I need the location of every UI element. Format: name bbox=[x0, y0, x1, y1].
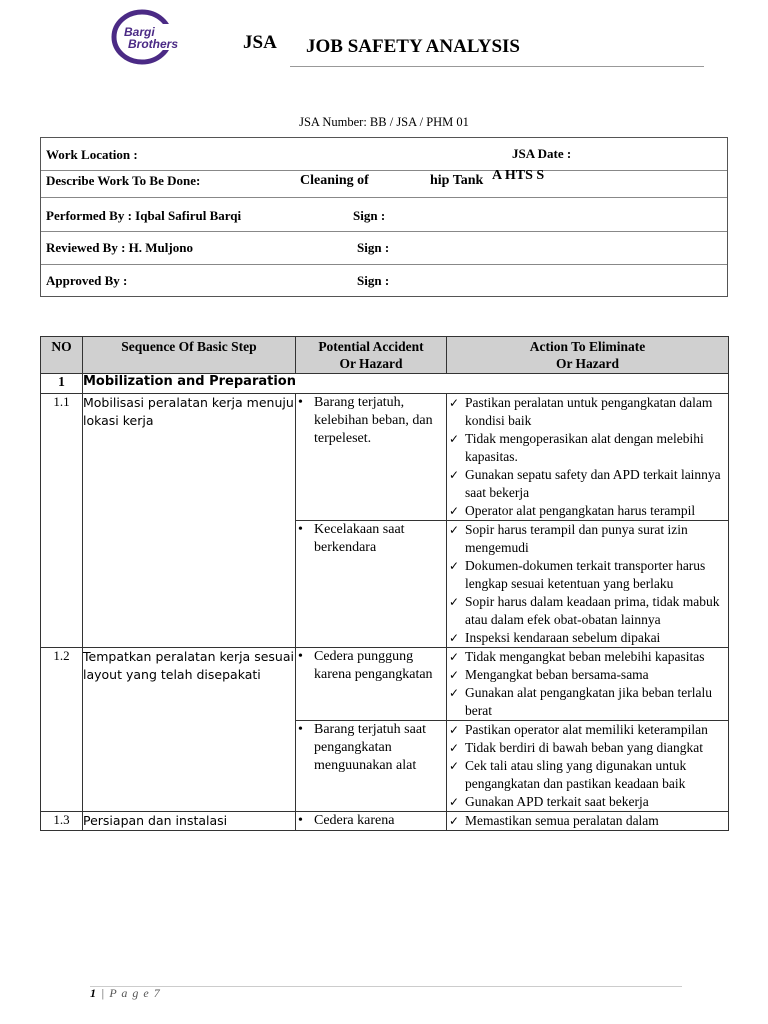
table-header-row bbox=[41, 337, 729, 374]
header-action-line1: Action To Eliminate bbox=[529, 339, 646, 354]
row-number: 1.2 bbox=[41, 648, 83, 812]
row-number: 1.1 bbox=[41, 394, 83, 648]
bullet-icon: • bbox=[298, 395, 303, 410]
row-number: 1.3 bbox=[41, 812, 83, 831]
hazard-cell bbox=[296, 721, 447, 812]
header-hazard-line2: Or Hazard bbox=[339, 356, 403, 371]
hazard-text: Barang terjatuh, kelebihan beban, dan terpeleset. bbox=[314, 395, 433, 446]
checkmark-icon: ✓ bbox=[449, 814, 460, 828]
page-separator: | bbox=[97, 986, 110, 1000]
header-hazard-line1: Potential Accident bbox=[318, 339, 424, 354]
performed-sign-label: Sign : bbox=[353, 208, 386, 223]
checkmark-icon: ✓ bbox=[449, 631, 460, 645]
action-item bbox=[447, 521, 728, 557]
table-row bbox=[41, 648, 729, 721]
checkmark-icon: ✓ bbox=[449, 741, 460, 755]
bullet-icon: • bbox=[298, 722, 303, 737]
hazard-cell bbox=[296, 648, 447, 721]
action-item bbox=[447, 812, 728, 830]
action-item bbox=[447, 648, 728, 666]
hazard-item bbox=[296, 648, 446, 684]
jsa-table bbox=[40, 336, 729, 831]
action-text: Gunakan sepatu safety dan APD terkait lainnya saat bekerja bbox=[465, 467, 721, 500]
checkmark-icon: ✓ bbox=[449, 650, 460, 664]
hazard-item bbox=[296, 394, 446, 448]
header-no: NO bbox=[41, 337, 83, 374]
title-underline bbox=[290, 66, 704, 67]
describe-row bbox=[41, 168, 727, 198]
action-text: Tidak mengoperasikan alat dengan melebihi kapasitas. bbox=[465, 431, 704, 464]
action-text: Pastikan peralatan untuk pengangkatan dalam kondisi baik bbox=[465, 395, 713, 428]
section-title: Mobilization and Preparation bbox=[83, 374, 729, 394]
checkmark-icon: ✓ bbox=[449, 504, 460, 518]
checkmark-icon: ✓ bbox=[449, 686, 460, 700]
section-row bbox=[41, 374, 729, 394]
logo-text-line1: Bargi bbox=[124, 25, 155, 39]
checkmark-icon: ✓ bbox=[449, 523, 460, 537]
action-item bbox=[447, 793, 728, 811]
table-row bbox=[41, 812, 729, 831]
step-description: Persiapan dan instalasi bbox=[83, 812, 296, 831]
describe-value-part1: Cleaning of bbox=[300, 173, 369, 188]
action-text: Sopir harus dalam keadaan prima, tidak mabuk atau dalam efek obat-obatan lainnya bbox=[465, 594, 720, 627]
approved-sign-label: Sign : bbox=[357, 273, 390, 288]
hazard-item bbox=[296, 521, 446, 557]
action-text: Operator alat pengangkatan harus terampil bbox=[465, 503, 696, 518]
action-cell bbox=[447, 812, 729, 831]
header-action-line2: Or Hazard bbox=[555, 356, 620, 371]
checkmark-icon: ✓ bbox=[449, 432, 460, 446]
action-item bbox=[447, 466, 728, 502]
approved-by: Approved By : bbox=[46, 273, 128, 288]
action-cell bbox=[447, 721, 729, 812]
hazard-text: Cedera punggung karena pengangkatan bbox=[314, 649, 433, 682]
checkmark-icon: ✓ bbox=[449, 468, 460, 482]
action-text: Gunakan APD terkait saat bekerja bbox=[465, 794, 649, 809]
page-label: P a g e 7 bbox=[109, 986, 161, 1000]
approved-row bbox=[41, 265, 727, 296]
hazard-text: Barang terjatuh saat pengangkatan menguunakan alat bbox=[314, 722, 426, 773]
action-item bbox=[447, 721, 728, 739]
action-item bbox=[447, 629, 728, 647]
step-description: Tempatkan peralatan kerja sesuai layout yang telah disepakati bbox=[83, 648, 296, 812]
reviewed-row bbox=[41, 232, 727, 265]
checkmark-icon: ✓ bbox=[449, 795, 460, 809]
action-cell bbox=[447, 394, 729, 521]
header-hazard bbox=[296, 337, 447, 374]
header-step: Sequence Of Basic Step bbox=[83, 337, 296, 374]
action-item bbox=[447, 739, 728, 757]
jsa-date-label: JSA Date : bbox=[512, 146, 572, 161]
doc-title: JOB SAFETY ANALYSIS bbox=[306, 36, 521, 57]
footer-rule bbox=[90, 986, 682, 987]
checkmark-icon: ✓ bbox=[449, 759, 460, 773]
describe-label: Describe Work To Be Done: bbox=[46, 173, 201, 188]
describe-value-part3: A HTS S bbox=[492, 168, 545, 183]
company-logo bbox=[110, 8, 190, 66]
bullet-icon: • bbox=[298, 813, 303, 828]
work-location-label: Work Location : bbox=[46, 147, 138, 162]
checkmark-icon: ✓ bbox=[449, 396, 460, 410]
jsa-number: JSA Number: BB / JSA / PHM 01 bbox=[299, 115, 469, 129]
action-item bbox=[447, 757, 728, 793]
reviewed-sign-label: Sign : bbox=[357, 240, 390, 255]
action-text: Cek tali atau sling yang digunakan untuk pengangkatan dan pastikan keadaan baik bbox=[465, 758, 687, 791]
page-footer bbox=[90, 986, 161, 1001]
info-box bbox=[40, 137, 728, 297]
checkmark-icon: ✓ bbox=[449, 559, 460, 573]
checkmark-icon: ✓ bbox=[449, 595, 460, 609]
action-text: Tidak berdiri di bawah beban yang diangkat bbox=[465, 740, 703, 755]
action-text: Gunakan alat pengangkatan jika beban terlalu berat bbox=[465, 685, 713, 718]
action-text: Memastikan semua peralatan dalam bbox=[465, 813, 659, 828]
hazard-item bbox=[296, 812, 446, 830]
hazard-cell bbox=[296, 394, 447, 521]
action-text: Dokumen-dokumen terkait transporter harus lengkap sesuai ketentuan yang berlaku bbox=[465, 558, 706, 591]
hazard-text: Kecelakaan saat berkendara bbox=[314, 522, 405, 555]
action-item bbox=[447, 557, 728, 593]
action-item bbox=[447, 593, 728, 629]
action-item bbox=[447, 394, 728, 430]
action-text: Pastikan operator alat memiliki keterampilan bbox=[465, 722, 708, 737]
logo-text-line2: Brothers bbox=[128, 37, 179, 51]
reviewed-by: Reviewed By : H. Muljono bbox=[46, 240, 193, 255]
action-item bbox=[447, 502, 728, 520]
step-description: Mobilisasi peralatan kerja menuju lokasi kerja bbox=[83, 394, 296, 648]
action-item bbox=[447, 666, 728, 684]
work-location-row bbox=[41, 138, 727, 171]
doc-abbr: JSA bbox=[243, 32, 277, 53]
performed-row bbox=[41, 198, 727, 232]
describe-value-part2: hip Tank bbox=[430, 173, 484, 188]
action-cell bbox=[447, 521, 729, 648]
section-number: 1 bbox=[41, 374, 83, 394]
hazard-cell bbox=[296, 521, 447, 648]
action-item bbox=[447, 430, 728, 466]
action-text: Inspeksi kendaraan sebelum dipakai bbox=[465, 630, 661, 645]
action-item bbox=[447, 684, 728, 720]
performed-by: Performed By : Iqbal Safirul Barqi bbox=[46, 208, 242, 223]
bullet-icon: • bbox=[298, 522, 303, 537]
table-row bbox=[41, 394, 729, 521]
action-cell bbox=[447, 648, 729, 721]
hazard-item bbox=[296, 721, 446, 775]
hazard-text: Cedera karena bbox=[314, 813, 395, 828]
action-text: Mengangkat beban bersama-sama bbox=[465, 667, 649, 682]
action-text: Sopir harus terampil dan punya surat izin mengemudi bbox=[465, 522, 688, 555]
checkmark-icon: ✓ bbox=[449, 668, 460, 682]
action-text: Tidak mengangkat beban melebihi kapasitas bbox=[465, 649, 705, 664]
hazard-cell bbox=[296, 812, 447, 831]
bullet-icon: • bbox=[298, 649, 303, 664]
page-number: 1 bbox=[90, 986, 97, 1000]
header-action bbox=[447, 337, 729, 374]
checkmark-icon: ✓ bbox=[449, 723, 460, 737]
